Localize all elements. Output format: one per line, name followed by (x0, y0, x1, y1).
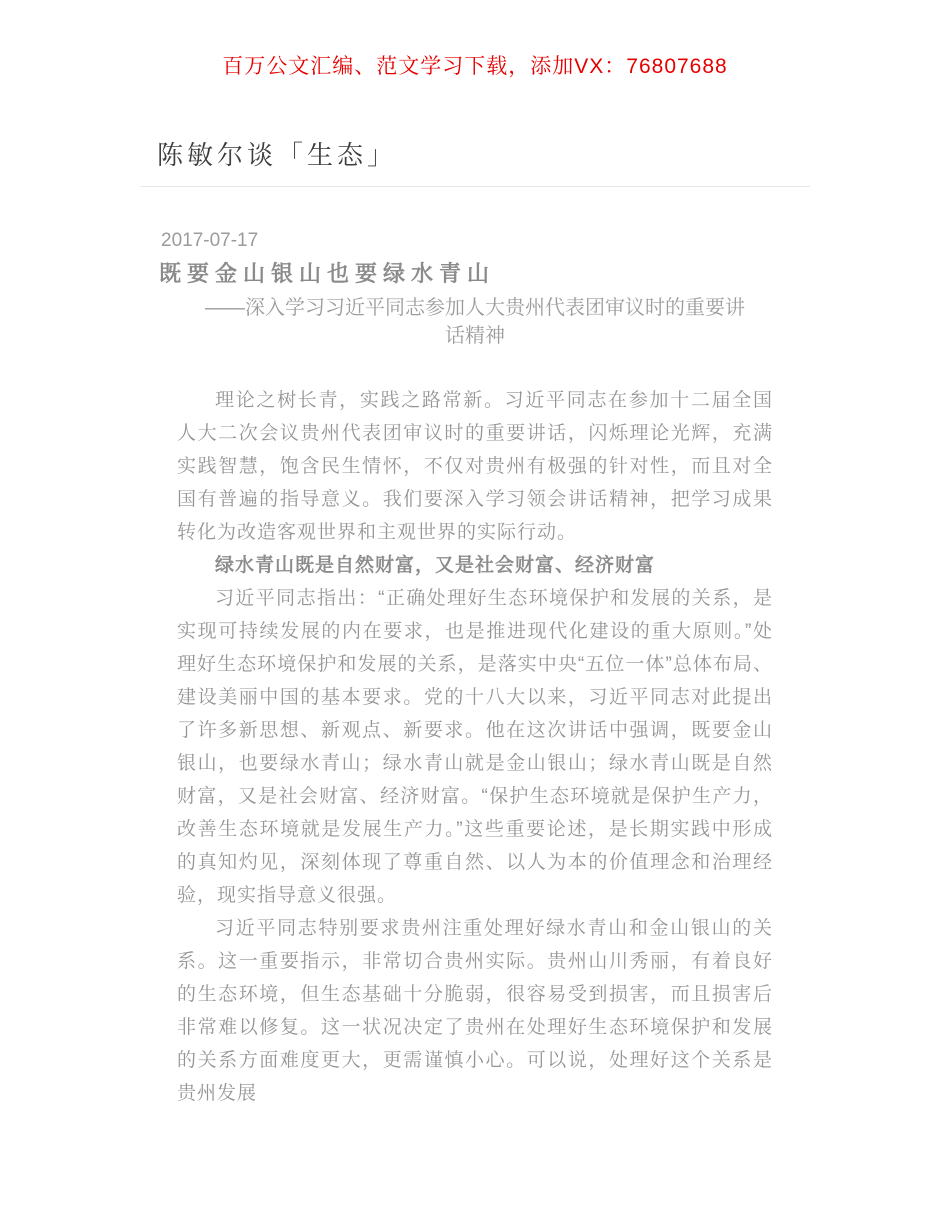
article-subtitle: ——深入学习习近平同志参加人大贵州代表团审议时的重要讲话精神 (205, 297, 745, 347)
paragraph: 理论之树长青，实践之路常新。习近平同志在参加十二届全国人大二次会议贵州代表团审议时的重要讲话，闪烁理论光辉，充满实践智慧，饱含民生情怀，不仅对贵州有极强的针对性，而且对全国有普遍的指导意义。我们要深入学习领会讲话精神，把学习成果转化为改造客观世界和主观世界的实际行动。 (177, 390, 773, 543)
page-title: 陈敏尔谈「生态」 (157, 140, 398, 170)
article-headline: 既要金山银山也要绿水青山 (159, 261, 496, 286)
article-body (177, 384, 773, 1110)
promo-banner-text: 百万公文汇编、范文学习下载，添加VX：76807688 (222, 55, 728, 78)
article (140, 229, 810, 1110)
section-subheading: 绿水青山既是自然财富，又是社会财富、经济财富 (215, 555, 656, 576)
title-divider (140, 186, 810, 187)
promo-banner (0, 0, 950, 80)
paragraph: 习近平同志特别要求贵州注重处理好绿水青山和金山银山的关系。这一重要指示，非常切合贵州实际。贵州山川秀丽，有着良好的生态环境，但生态基础十分脆弱，很容易受到损害，而且损害后非常难以修复。这一状况决定了贵州在处理好生态环境保护和发展的关系方面难度更大，更需谨慎小心。可以说，处理好这个关系是贵州发展 (177, 918, 773, 1104)
document-page (140, 138, 810, 1110)
article-date: 2017-07-17 (161, 230, 259, 251)
paragraph: 习近平同志指出：“正确处理好生态环境保护和发展的关系，是实现可持续发展的内在要求，也是推进现代化建设的重大原则。”处理好生态环境保护和发展的关系，是落实中央“五位一体”总体布局、建设美丽中国的基本要求。党的十八大以来，习近平同志对此提出了许多新思想、新观点、新要求。他在这次讲话中强调，既要金山银山，也要绿水青山；绿水青山就是金山银山；绿水青山既是自然财富，又是社会财富、经济财富。“保护生态环境就是保护生产力，改善生态环境就是发展生产力。”这些重要论述，是长期实践中形成的真知灼见，深刻体现了尊重自然、以人为本的价值理念和治理经验，现实指导意义很强。 (177, 588, 773, 906)
